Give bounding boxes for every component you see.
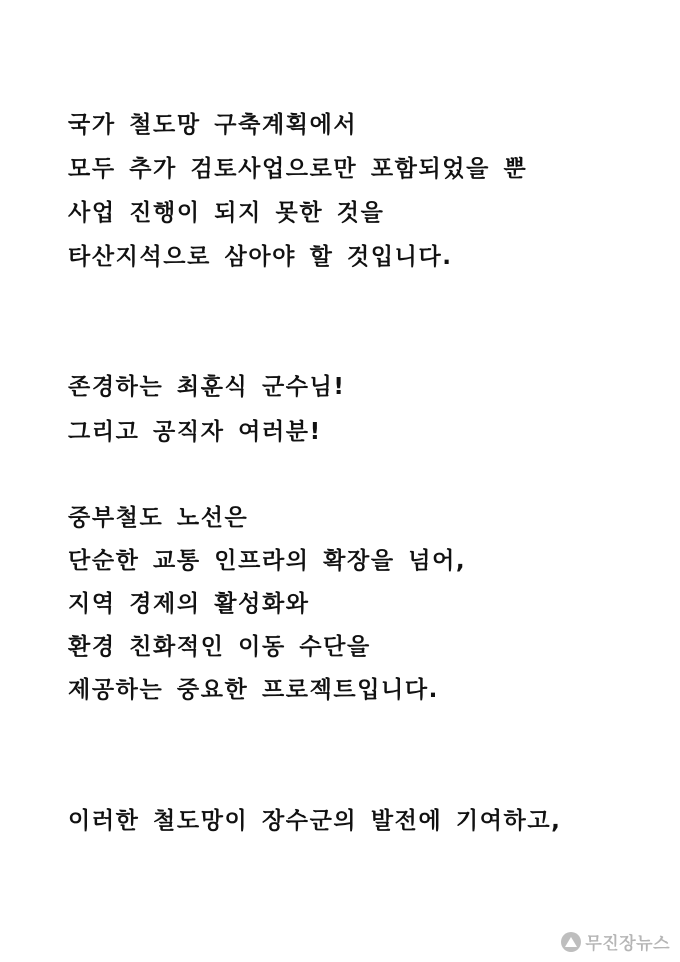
mountain-logo-icon [561, 932, 581, 952]
text-line: 제공하는 중요한 프로젝트입니다. [68, 677, 440, 703]
text-line: 모두 추가 검토사업으로만 포함되었을 뿐 [68, 156, 528, 182]
watermark-text: 무진장뉴스 [585, 934, 670, 954]
text-line: 중부철도 노선은 [68, 505, 249, 531]
text-line: 단순한 교통 인프라의 확장을 넘어, [68, 548, 467, 574]
text-line: 환경 친화적인 이동 수단을 [68, 634, 371, 660]
watermark [561, 929, 670, 954]
text-line: 이러한 철도망이 장수군의 발전에 기여하고, [68, 808, 562, 834]
text-line: 타산지석으로 삼아야 할 것입니다. [68, 244, 453, 270]
text-line: 그리고 공직자 여러분! [68, 419, 322, 445]
text-line: 존경하는 최훈식 군수님! [68, 374, 346, 400]
text-line: 사업 진행이 되지 못한 것을 [68, 200, 385, 226]
text-line: 국가 철도망 구축계획에서 [68, 112, 358, 138]
text-line: 지역 경제의 활성화와 [68, 591, 310, 617]
